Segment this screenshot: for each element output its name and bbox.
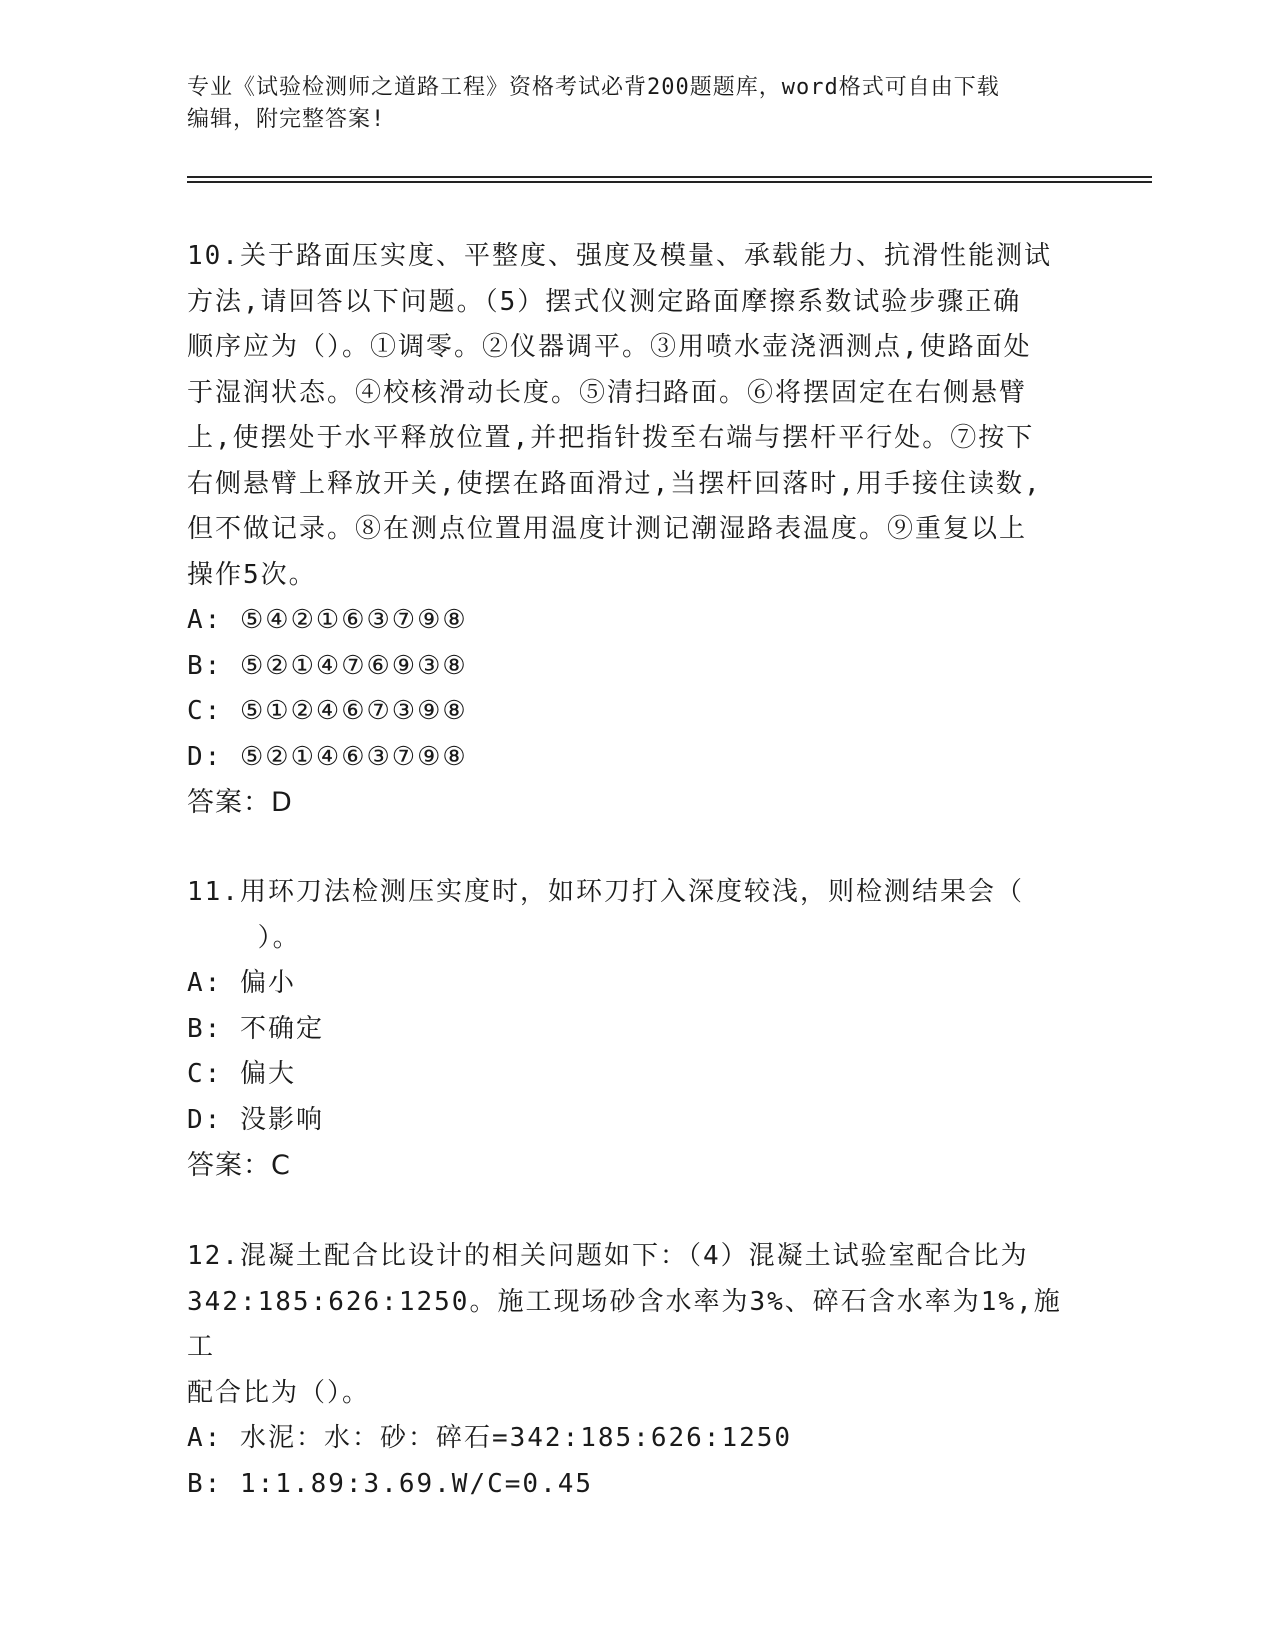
- answer-line: 答案：D: [187, 787, 293, 818]
- option-c: C: ⑤①②④⑥⑦③⑨⑧: [187, 696, 468, 726]
- question-stem-line: 12.混凝土配合比设计的相关问题如下：（4）混凝土试验室配合比为: [187, 1241, 1029, 1271]
- option-a: A: ⑤④②①⑥③⑦⑨⑧: [187, 605, 468, 635]
- header-divider-bottom: [187, 181, 1152, 183]
- question-stem-line: 操作5次。: [187, 559, 317, 590]
- header-line-1: 专业《试验检测师之道路工程》资格考试必背200题题库，word格式可自由下载: [187, 75, 1000, 100]
- answer-line: 答案：C: [187, 1150, 291, 1181]
- option-a: A: 偏小: [187, 968, 296, 998]
- question-stem-line: 于湿润状态。④校核滑动长度。⑤清扫路面。⑥将摆固定在右侧悬臂: [187, 377, 1028, 408]
- question-stem-line: 342:185:626:1250。施工现场砂含水率为3%、碎石含水率为1%,施工: [187, 1286, 1062, 1362]
- option-a: A: 水泥：水：砂：碎石=342:185:626:1250: [187, 1423, 793, 1453]
- question-stem-line: ）。: [187, 922, 301, 953]
- question-12: [187, 1234, 1077, 1507]
- option-b: B: 1:1.89:3.69.W/C=0.45: [187, 1468, 594, 1499]
- question-stem-line: 但不做记录。⑧在测点位置用温度计测记潮湿路表温度。⑨重复以上: [187, 514, 1028, 544]
- header-line-2: 编辑，附完整答案!: [187, 107, 386, 132]
- question-stem-line: 11.用环刀法检测压实度时，如环刀打入深度较浅，则检测结果会（: [187, 877, 1024, 907]
- option-b: B: ⑤②①④⑦⑥⑨③⑧: [187, 650, 468, 681]
- document-header: [187, 72, 1087, 136]
- question-stem-line: 配合比为（）。: [187, 1377, 371, 1408]
- question-stem-line: 方法,请回答以下问题。（5）摆式仪测定路面摩擦系数试验步骤正确: [187, 286, 1022, 317]
- header-divider-top: [187, 176, 1152, 178]
- question-11: [187, 870, 1077, 1189]
- question-stem-line: 右侧悬臂上释放开关,使摆在路面滑过,当摆杆回落时,用手接住读数,: [187, 468, 1042, 499]
- option-d: D: 没影响: [187, 1104, 324, 1135]
- option-b: B: 不确定: [187, 1013, 324, 1044]
- option-c: C: 偏大: [187, 1059, 296, 1089]
- question-stem-line: 顺序应为（）。①调零。②仪器调平。③用喷水壶浇洒测点,使路面处: [187, 332, 1032, 362]
- question-stem-line: 上,使摆处于水平释放位置,并把指针拨至右端与摆杆平行处。⑦按下: [187, 423, 1035, 453]
- option-d: D: ⑤②①④⑥③⑦⑨⑧: [187, 741, 468, 772]
- question-10: [187, 234, 1077, 826]
- question-stem-line: 10.关于路面压实度、平整度、强度及模量、承载能力、抗滑性能测试: [187, 241, 1052, 271]
